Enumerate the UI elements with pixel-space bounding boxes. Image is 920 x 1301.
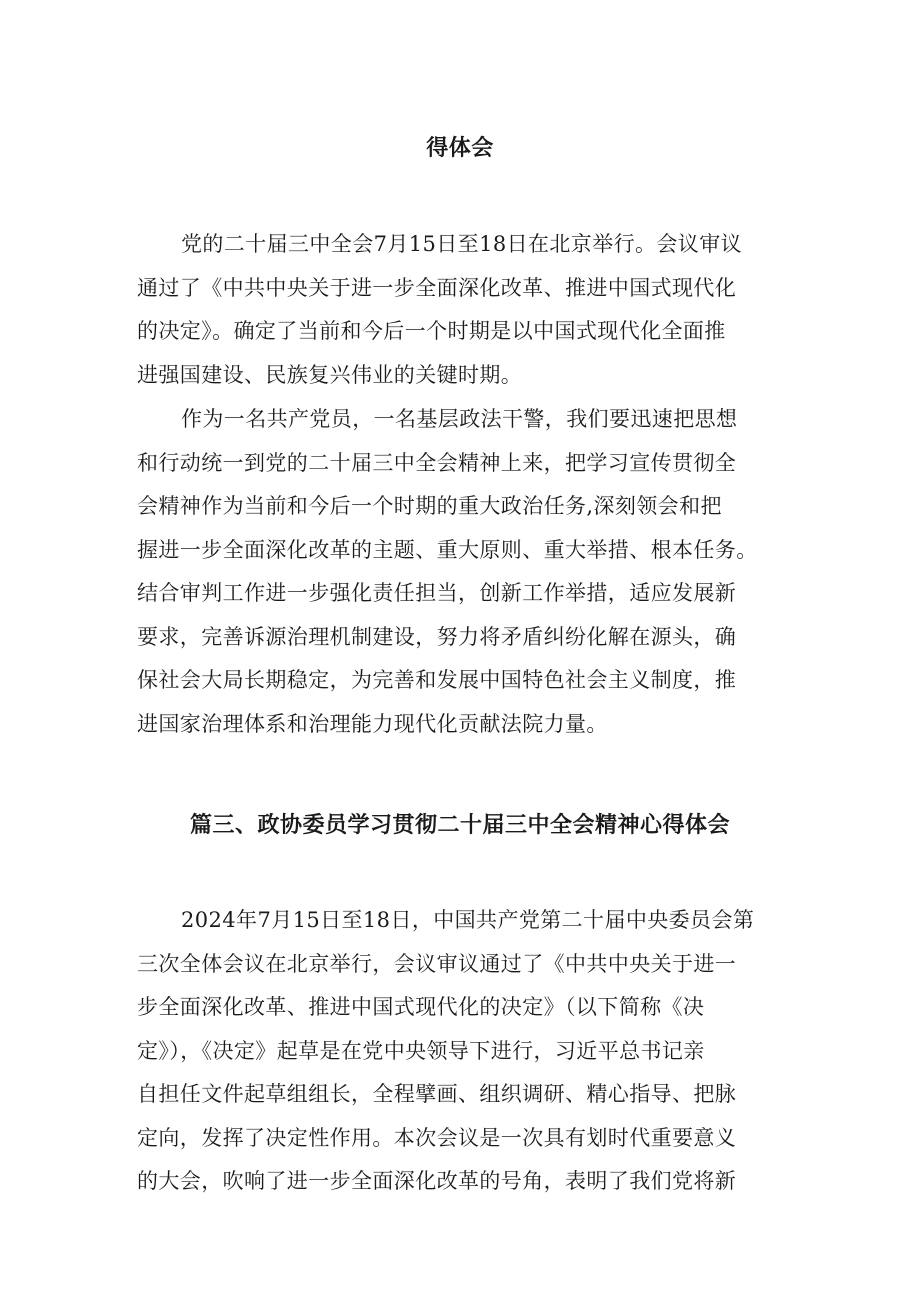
paragraph-line: 要求，完善诉源治理机制建设，努力将矛盾纠纷化解在源头，确: [137, 624, 737, 649]
paragraph-line: 作为一名共产党员，一名基层政法干警，我们要迅速把思想: [181, 407, 738, 431]
paragraph-3: [137, 899, 785, 1204]
paragraph-line: 定》），《决定》起草是在党中央领导下进行，习近平总书记亲: [137, 1038, 705, 1063]
paragraph-line: 保社会大局长期稳定，为完善和发展中国特色社会主义制度，推: [137, 668, 737, 692]
paragraph-line: 通过了《中共中央关于进一步全面深化改革、推进中国式现代化: [137, 275, 737, 300]
section-3-title: 篇三、政协委员学习贯彻二十届三中全会精神心得体会: [189, 813, 730, 838]
paragraph-line: 三次全体会议在北京举行，会议审议通过了《中共中央关于进一: [137, 951, 737, 976]
paragraph-line: 2024年7月15日至18日，中国共产党第二十届中央委员会第: [181, 908, 755, 932]
paragraph-line: 进强国建设、民族复兴伟业的关键时期。: [137, 362, 523, 387]
paragraph-line: 会精神作为当前和今后一个时期的重大政治任务,深刻领会和把: [137, 494, 722, 518]
paragraph-line: 步全面深化改革、推进中国式现代化的决定》（以下简称《决: [137, 995, 705, 1019]
paragraph-line: 的大会，吹响了进一步全面深化改革的号角，表明了我们党将新: [137, 1169, 737, 1193]
paragraph-line: 结合审判工作进一步强化责任担当，创新工作举措，适应发展新: [137, 581, 737, 605]
paragraph-2: [137, 398, 785, 746]
paragraph-line: 和行动统一到党的二十届三中全会精神上来，把学习宣传贯彻全: [137, 450, 737, 475]
paragraph-line: 握进一步全面深化改革的主题、重大原则、重大举措、根本任务。: [137, 537, 758, 562]
paragraph-line: 进国家治理体系和治理能力现代化贡献法院力量。: [137, 711, 608, 736]
paragraph-line: 自担任文件起草组组长，全程擘画、组织调研、精心指导、把脉: [137, 1082, 737, 1106]
paragraph-line: 的决定》。确定了当前和今后一个时期是以中国式现代化全面推: [137, 319, 726, 343]
paragraph-line: 党的二十届三中全会7月15日至18日在北京举行。会议审议: [181, 232, 743, 256]
section-2-title-tail: 得体会: [426, 136, 494, 161]
paragraph-1: [137, 223, 785, 397]
paragraph-line: 定向，发挥了决定性作用。本次会议是一次具有划时代重要意义: [137, 1125, 737, 1150]
